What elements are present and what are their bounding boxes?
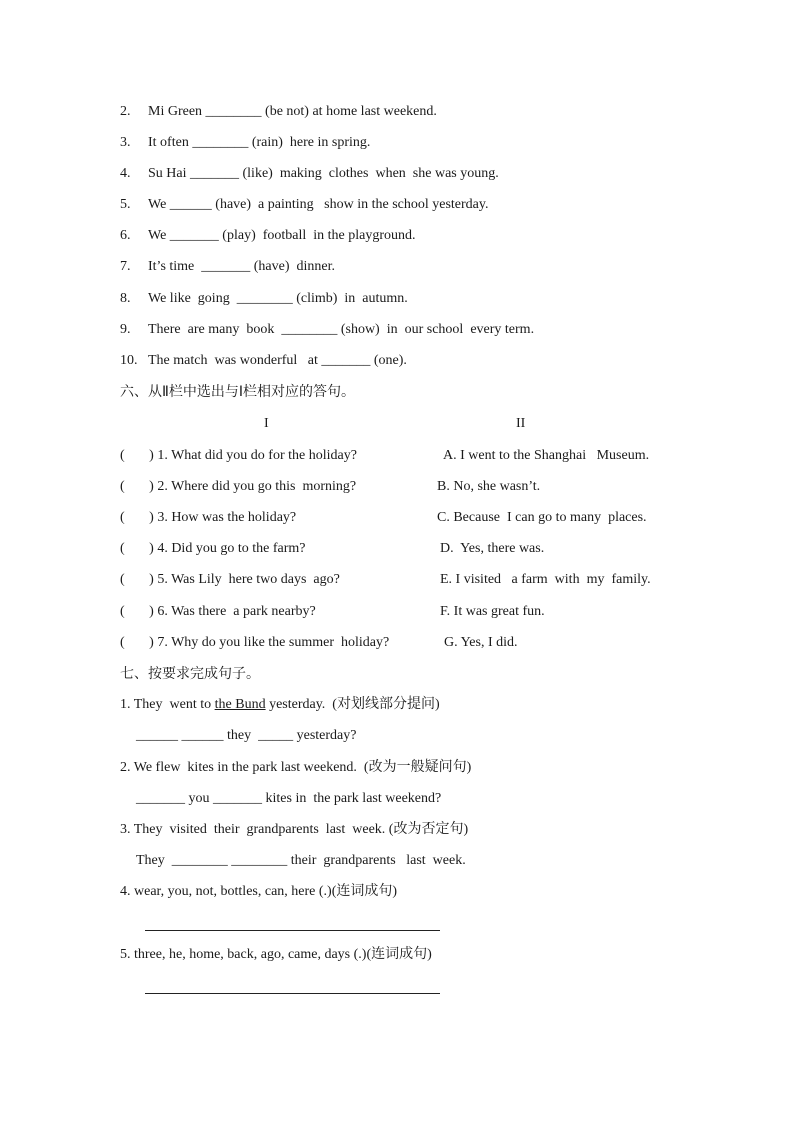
item-text: It often ________ (rain) here in spring. bbox=[148, 135, 371, 150]
item-text: We _______ (play) football in the playground. bbox=[148, 228, 416, 243]
item-number: 7. bbox=[120, 259, 131, 274]
underlined-phrase: the Bund bbox=[214, 697, 266, 712]
rewrite-question-3: 3. They visited their grandparents last week. (改为否定句) bbox=[120, 822, 469, 837]
column-2-label: II bbox=[516, 416, 526, 431]
item-text: It’s time _______ (have) dinner. bbox=[148, 259, 336, 274]
rewrite-answer-2: _______ you _______ kites in the park last weekend? bbox=[136, 791, 442, 806]
item-text: There are many book ________ (show) in our school every term. bbox=[148, 322, 535, 337]
fill-blank-item-5 bbox=[120, 196, 489, 214]
question-instruction: yesterday. (对划线部分提问) bbox=[265, 697, 440, 712]
match-question-3: ( ) 3. How was the holiday? bbox=[120, 510, 297, 525]
match-answer-a: A. I went to the Shanghai Museum. bbox=[443, 448, 650, 463]
item-number: 10. bbox=[120, 353, 138, 368]
item-text: We like going ________ (climb) in autumn. bbox=[148, 291, 408, 306]
section-6-heading: 六、从Ⅱ栏中选出与Ⅰ栏相对应的答句。 bbox=[120, 384, 356, 400]
item-number: 9. bbox=[120, 322, 131, 337]
match-question-5: ( ) 5. Was Lily here two days ago? bbox=[120, 572, 340, 587]
section-7-heading: 七、按要求完成句子。 bbox=[120, 666, 260, 682]
fill-blank-item-10 bbox=[120, 352, 407, 370]
rewrite-question-1 bbox=[120, 696, 440, 714]
item-number: 8. bbox=[120, 291, 131, 306]
fill-blank-item-7 bbox=[120, 258, 335, 276]
match-answer-b: B. No, she wasn’t. bbox=[437, 479, 541, 494]
item-text: Mi Green ________ (be not) at home last weekend. bbox=[148, 104, 437, 119]
rewrite-question-5: 5. three, he, home, back, ago, came, days (.)(连词成句) bbox=[120, 947, 432, 962]
rewrite-answer-3: They ________ ________ their grandparents last week. bbox=[136, 853, 466, 868]
match-answer-f: F. It was great fun. bbox=[440, 604, 545, 619]
item-number: 5. bbox=[120, 197, 131, 212]
fill-blank-item-9 bbox=[120, 321, 534, 339]
item-number: 6. bbox=[120, 228, 131, 243]
item-number: 3. bbox=[120, 135, 131, 150]
match-answer-g: G. Yes, I did. bbox=[444, 635, 518, 650]
question-text: 1. They went to bbox=[120, 697, 215, 712]
answer-line-4 bbox=[145, 930, 440, 931]
answer-line-5 bbox=[145, 993, 440, 994]
item-text: The match was wonderful at _______ (one). bbox=[148, 353, 407, 368]
match-question-1: ( ) 1. What did you do for the holiday? bbox=[120, 448, 357, 463]
match-answer-e: E. I visited a farm with my family. bbox=[440, 572, 651, 587]
item-number: 4. bbox=[120, 166, 131, 181]
match-question-4: ( ) 4. Did you go to the farm? bbox=[120, 541, 306, 556]
match-answer-d: D. Yes, there was. bbox=[440, 541, 545, 556]
item-number: 2. bbox=[120, 104, 131, 119]
column-1-label: I bbox=[264, 416, 269, 431]
match-question-7: ( ) 7. Why do you like the summer holiday? bbox=[120, 635, 390, 650]
fill-blank-item-6 bbox=[120, 227, 416, 245]
match-question-6: ( ) 6. Was there a park nearby? bbox=[120, 604, 316, 619]
match-answer-c: C. Because I can go to many places. bbox=[437, 510, 647, 525]
fill-blank-item-3 bbox=[120, 134, 370, 152]
match-question-2: ( ) 2. Where did you go this morning? bbox=[120, 479, 357, 494]
fill-blank-item-8 bbox=[120, 290, 408, 308]
rewrite-question-2: 2. We flew kites in the park last weekend. (改为一般疑问句) bbox=[120, 760, 472, 775]
item-text: Su Hai _______ (like) making clothes when she was young. bbox=[148, 166, 499, 181]
rewrite-question-4: 4. wear, you, not, bottles, can, here (.)(连词成句) bbox=[120, 884, 398, 899]
fill-blank-item-4 bbox=[120, 165, 499, 183]
item-text: We ______ (have) a painting show in the school yesterday. bbox=[148, 197, 489, 212]
fill-blank-item-2 bbox=[120, 103, 437, 121]
rewrite-answer-1: ______ ______ they _____ yesterday? bbox=[136, 728, 357, 743]
